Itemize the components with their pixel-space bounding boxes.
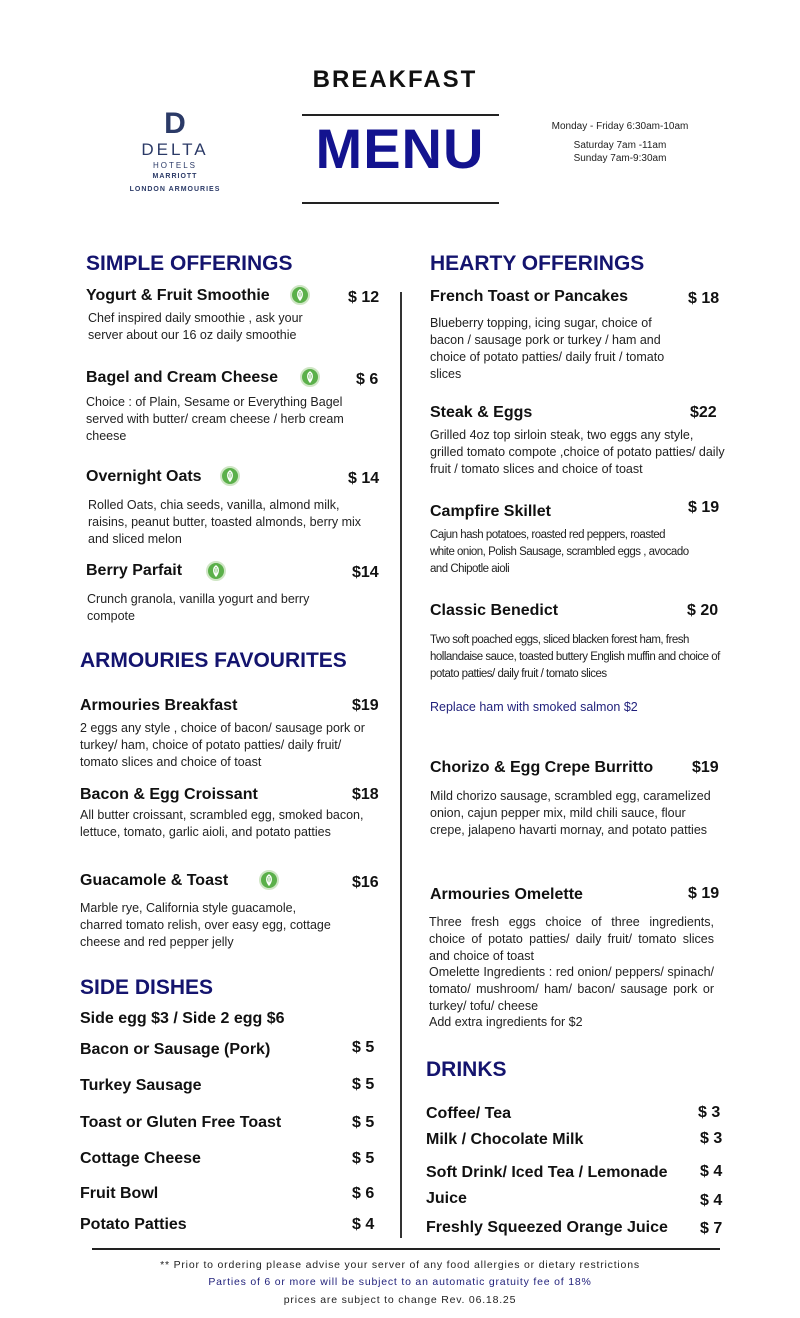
side-item-name: Fruit Bowl [80,1185,159,1202]
side-item-name: Turkey Sausage [80,1077,202,1094]
side-item-name: Potato Patties [80,1216,187,1233]
side-item-price: $ 5 [352,1076,375,1093]
drink-name: Coffee/ Tea [426,1105,512,1122]
drink-name: Juice [426,1190,467,1207]
item-price: $16 [352,874,379,891]
item-price: $19 [692,759,719,776]
drink-price: $ 7 [700,1220,723,1237]
vegetarian-leaf-icon [300,367,320,387]
side-egg-line: Side egg $3 / Side 2 egg $6 [80,1010,285,1027]
item-name: Bacon & Egg Croissant [80,786,258,803]
menu-title: BREAKFAST [312,66,478,93]
gratuity-notice: Parties of 6 or more will be subject to an automatic gratuity fee of 18% [208,1276,592,1288]
side-item-price: $ 4 [352,1216,375,1233]
title-rule-bottom [302,202,499,204]
logo-sub: HOTELS [152,161,197,170]
item-name: Armouries Omelette [430,886,583,903]
hours-saturday: Saturday 7am -11am [573,140,667,151]
item-description: Rolled Oats, chia seeds, vanilla, almond milk, raisins, peanut butter, toasted almonds, berry mix and sliced melon [88,498,362,546]
allergy-notice: ** Prior to ordering please advise your server of any food allergies or dietary restrictions [160,1259,640,1271]
item-price: $ 19 [688,499,720,516]
item-name: Yogurt & Fruit Smoothie [86,287,270,304]
item-description: Cajun hash potatoes, roasted red peppers, roasted white onion, Polish Sausage, scrambled eggs , avocado and Chipotle aioli [430,529,689,575]
hours-weekday: Monday - Friday 6:30am-10am [551,121,689,132]
column-divider [400,292,402,1238]
vegetarian-leaf-icon [259,870,279,890]
omelette-ingredients: Omelette Ingredients : red onion/ peppers/ spinach/ tomato/ mushroom/ ham/ bacon/ sausage pork or turkey/ tofu/ cheese [429,965,714,1013]
item-name: Campfire Skillet [430,503,551,520]
item-price: $ 18 [688,290,720,307]
footer-rule [92,1248,720,1250]
item-description: Crunch granola, vanilla yogurt and berry compote [87,592,310,623]
menu-word: MENU [315,117,485,180]
item-name: Classic Benedict [430,602,559,619]
item-price: $14 [352,564,379,581]
price-change-notice: prices are subject to change Rev. 06.18.25 [283,1294,517,1306]
item-price: $ 19 [688,885,720,902]
item-name: Overnight Oats [86,468,202,485]
side-item-price: $ 5 [352,1039,375,1056]
item-name: Guacamole & Toast [80,872,229,889]
benedict-salmon-note: Replace ham with smoked salmon $2 [430,700,638,714]
drink-name: Freshly Squeezed Orange Juice [426,1219,668,1236]
section-armouries-favourites: ARMOURIES FAVOURITES [80,649,347,672]
section-simple-offerings: SIMPLE OFFERINGS [86,252,293,275]
logo-brand: DELTA [141,140,209,159]
logo-location: LONDON ARMOURIES [129,186,221,193]
item-description: Chef inspired daily smoothie , ask your server about our 16 oz daily smoothie [88,311,303,342]
side-item-name: Bacon or Sausage (Pork) [80,1041,271,1058]
side-item-name: Toast or Gluten Free Toast [80,1114,282,1131]
section-hearty-offerings: HEARTY OFFERINGS [430,252,645,275]
drink-price: $ 3 [698,1104,721,1121]
item-price: $19 [352,697,379,714]
item-description: Two soft poached eggs, sliced blacken forest ham, fresh hollandaise sauce, toasted buttery English muffin and choice of potato patties/ daily fruit / tomato slices [430,634,720,680]
side-item-price: $ 6 [352,1185,375,1202]
item-description: All butter croissant, scrambled egg, smoked bacon, lettuce, tomato, garlic aioli, and potato patties [80,808,364,839]
item-price: $22 [690,404,717,421]
item-name: Bagel and Cream Cheese [86,369,279,386]
side-item-name: Cottage Cheese [80,1150,201,1167]
vegetarian-leaf-icon [220,466,240,486]
item-description: Marble rye, California style guacamole, charred tomato relish, over easy egg, cottage cheese and red pepper jelly [80,901,331,949]
item-description: Blueberry topping, icing sugar, choice of bacon / sausage pork or turkey / ham and choice of potato patties/ daily fruit / tomato slices [430,316,665,381]
vegetarian-leaf-icon [206,561,226,581]
item-description: Three fresh eggs choice of three ingredients, choice of potato patties/ daily fruit/ tomato slices and choice of toast [429,915,714,963]
hotel-logo [120,107,230,193]
drink-price: $ 3 [700,1130,723,1147]
side-item-price: $ 5 [352,1114,375,1131]
item-name: Chorizo & Egg Crepe Burritto [430,759,654,776]
section-side-dishes: SIDE DISHES [80,976,214,999]
item-price: $18 [352,786,379,803]
item-description: Choice : of Plain, Sesame or Everything Bagel served with butter/ cream cheese / herb cream cheese [86,395,344,443]
item-name: Berry Parfait [86,562,183,579]
drink-name: Milk / Chocolate Milk [426,1131,584,1148]
drink-price: $ 4 [700,1192,723,1209]
section-drinks: DRINKS [426,1058,507,1081]
drink-price: $ 4 [700,1163,723,1180]
vegetarian-leaf-icon [290,285,310,305]
item-name: Armouries Breakfast [80,697,238,714]
logo-parent: MARRIOTT [152,173,198,180]
item-description: Mild chorizo sausage, scrambled egg, caramelized onion, cajun pepper mix, mild chili sauce, flour crepe, jalapeno havarti mornay, and potato patties [430,789,711,837]
logo-mark: D [164,107,186,140]
hours-sunday: Sunday 7am-9:30am [573,153,667,164]
item-price: $ 12 [348,289,380,306]
item-price: $ 14 [348,470,380,487]
side-item-price: $ 5 [352,1150,375,1167]
item-name: French Toast or Pancakes [430,288,628,305]
omelette-extra-note: Add extra ingredients for $2 [429,1015,583,1029]
item-description: 2 eggs any style , choice of bacon/ sausage pork or turkey/ ham, choice of potato patties/ daily fruit/ tomato slices and choice of toast [80,721,365,769]
item-name: Steak & Eggs [430,404,533,421]
item-price: $ 6 [356,371,379,388]
item-description: Grilled 4oz top sirloin steak, two eggs any style, grilled tomato compote ,choice of potato patties/ daily fruit / tomato slices and choice of toast [430,428,725,476]
item-price: $ 20 [687,602,719,619]
drink-name: Soft Drink/ Iced Tea / Lemonade [426,1164,668,1181]
